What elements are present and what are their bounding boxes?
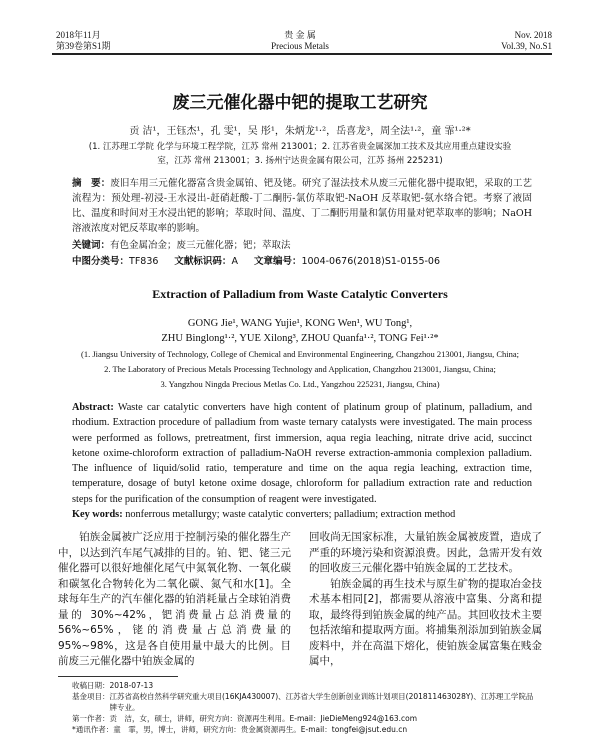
journal-name-en: Precious Metals <box>271 41 329 51</box>
issue-number-en: Vol.39, No.S1 <box>501 41 552 51</box>
article-no-label: 文章编号： <box>253 256 302 267</box>
abstract-en-text: Waste car catalytic converters have high content of platinum group of platinum, palladium, and rhodium. Extraction procedure of palladium from waste ternary catalysts were investigated. The main process were performed as follows, pretreatment, first immersion, aqua regia leaching, nitrate drive acid, succinct ketone oxime-chloroform extraction of palladium-NaOH reverse extraction-ammonia complexion palladium. The influence of liquid/solid ratio, temperature and time on the aqua regia leaching, extraction time, temperature, dosage of butyl ketone oxime dosage, chloroform for palladium extraction rate and reduction steps for the purification of the consumption of reagent were investigated. <box>72 402 533 505</box>
keywords-en <box>72 507 532 522</box>
keywords-en-label: Key words: <box>72 509 123 521</box>
issue-date-cn: 2018年11月 <box>56 30 101 40</box>
footnote-corresponding-author: *通讯作者：童 霏，男，博士，讲师，研究方向：贵金属资源再生。E-mail：tongfei@jsut.edu.cn <box>72 724 408 734</box>
footnote-fund: 基金项目：江苏省高校自然科学研究重大项目(16KJA430007)、江苏省大学生创新创业训练计划项目(201811463028Y)、江苏理工学院品 <box>72 691 534 701</box>
title-en: Extraction of Palladium from Waste Catalytic Converters <box>152 287 448 301</box>
footnotes <box>72 680 542 735</box>
authors-cn: 贡 洁¹，王钰杰¹，孔 雯¹，吴 彤¹，朱炳龙¹·²，岳喜龙³，周全法¹·²，童 霏¹·²* <box>129 126 471 137</box>
affiliation-en-line: (1. Jiangsu University of Technology, College of Chemical and Environmental Engineering, Changzhou 213001, Jiangsu, China; <box>80 349 520 359</box>
clc-value: TF836 <box>129 256 159 267</box>
abstract-cn-label: 摘 要： <box>72 178 111 189</box>
issue-number-cn: 第39卷第S1期 <box>56 41 111 51</box>
footnote-received: 收稿日期：2018-07-13 <box>72 680 154 690</box>
classification <box>72 254 532 269</box>
authors-en-line: GONG Jie¹, WANG Yujie¹, KONG Wen¹, WU Tong¹, <box>187 318 413 329</box>
abstract-en <box>72 400 532 507</box>
keywords-en-text: nonferrous metallurgy; waste catalytic converters; palladium; extraction method <box>125 509 456 521</box>
affiliation-line: (1. 江苏理工学院 化学与环境工程学院，江苏 常州 213001；2. 江苏省贵金属深加工技术及其应用重点建设实验 <box>88 142 512 152</box>
footnote-fund-cont: 牌专业。 <box>72 702 140 712</box>
abstract-en-label: Abstract: <box>72 402 114 413</box>
footnote-rule <box>58 676 178 677</box>
page-title: 废三元催化器中钯的提取工艺研究 <box>172 93 428 113</box>
affiliations-en <box>0 347 600 392</box>
issue-date-en: Nov. 2018 <box>514 30 552 40</box>
keywords-cn-text: 有色金属冶金；废三元催化器；钯；萃取法 <box>110 240 291 251</box>
clc-label: 中图分类号： <box>72 256 130 267</box>
doc-code-label: 文献标识码： <box>174 256 232 267</box>
keywords-cn <box>72 238 532 253</box>
affiliations-cn <box>0 140 600 168</box>
affiliation-line: 室，江苏 常州 213001；3. 扬州宁达贵金属有限公司，江苏 扬州 225231) <box>157 156 443 166</box>
affiliation-en-line: 2. The Laboratory of Precious Metals Processing Technology and Application, Changzhou 213001, Jiangsu, China; <box>104 364 496 374</box>
abstract-cn <box>72 176 532 236</box>
body-column-right: 回收尚无国家标准，大量铂族金属被废置，造成了严重的环境污染和资源浪费。因此，急需开发有效的回收废三元催化器中铂族金属的工艺技术。 铂族金属的再生技术与原生矿物的提取冶金技术基本相同[2]，都需要从溶液中富集、分离和提取，最终得到铂族金属的纯产品。其回收技术主要包括浓缩和提取两方面。将捕集剂添加到铂族金属废料中，并在高温下熔化，使铂族金属富集在贱金属中， <box>309 531 542 668</box>
keywords-cn-label: 关键词： <box>72 240 111 251</box>
abstract-cn-text: 废旧车用三元催化器富含贵金属铂、钯及铑。研究了湿法技术从废三元催化器中提取钯，采取的工艺流程为：预处理-初浸-王水浸出-赶硝赶酸-丁二酮肟-氯仿萃取钯-NaOH 反萃取钯-氨水络合钯。考察了液固比、温度和时间对王水浸出钯的影响；萃取时间、温度、丁二酮肟用量和氯仿用量对钯萃取率的影响；NaOH 溶液浓度对钯反萃取率的影响。 <box>72 178 532 234</box>
affiliation-en-line: 3. Yangzhou Ningda Precious Metlas Co. Ltd., Yangzhou 225231, Jiangsu, China) <box>160 379 440 389</box>
body-column-left: 铂族金属被广泛应用于控制污染的催化器生产中，以达到汽车尾气减排的目的。铂、钯、铑三元催化器可以很好地催化尾气中氮氧化物、一氧化碳和碳氢化合物转化为二氧化碳、氮气和水[1]。全球每年生产的汽车催化器的铂消耗量占全球铂消费量的 30%~42%，钯消费量占总消费量的 56%~65%，铑的消费量占总消费量的 95%~98%，这是各自使用量中最大的比例。目前废三元催化器中铂族金属的 <box>58 531 291 668</box>
authors-en-line: ZHU Binglong¹·², YUE Xilong³, ZHOU Quanfa¹·², TONG Fei¹·²* <box>161 333 439 344</box>
doc-code-value: A <box>231 256 238 267</box>
authors-en <box>0 316 600 346</box>
journal-name-cn: 贵 金 属 <box>284 30 316 40</box>
article-no-value: 1004-0676(2018)S1-0155-06 <box>301 256 441 267</box>
footnote-first-author: 第一作者：贡 洁，女，硕士，讲师，研究方向：资源再生利用。E-mail：JieDieMeng924@163.com <box>72 713 418 723</box>
body-columns <box>58 530 542 670</box>
